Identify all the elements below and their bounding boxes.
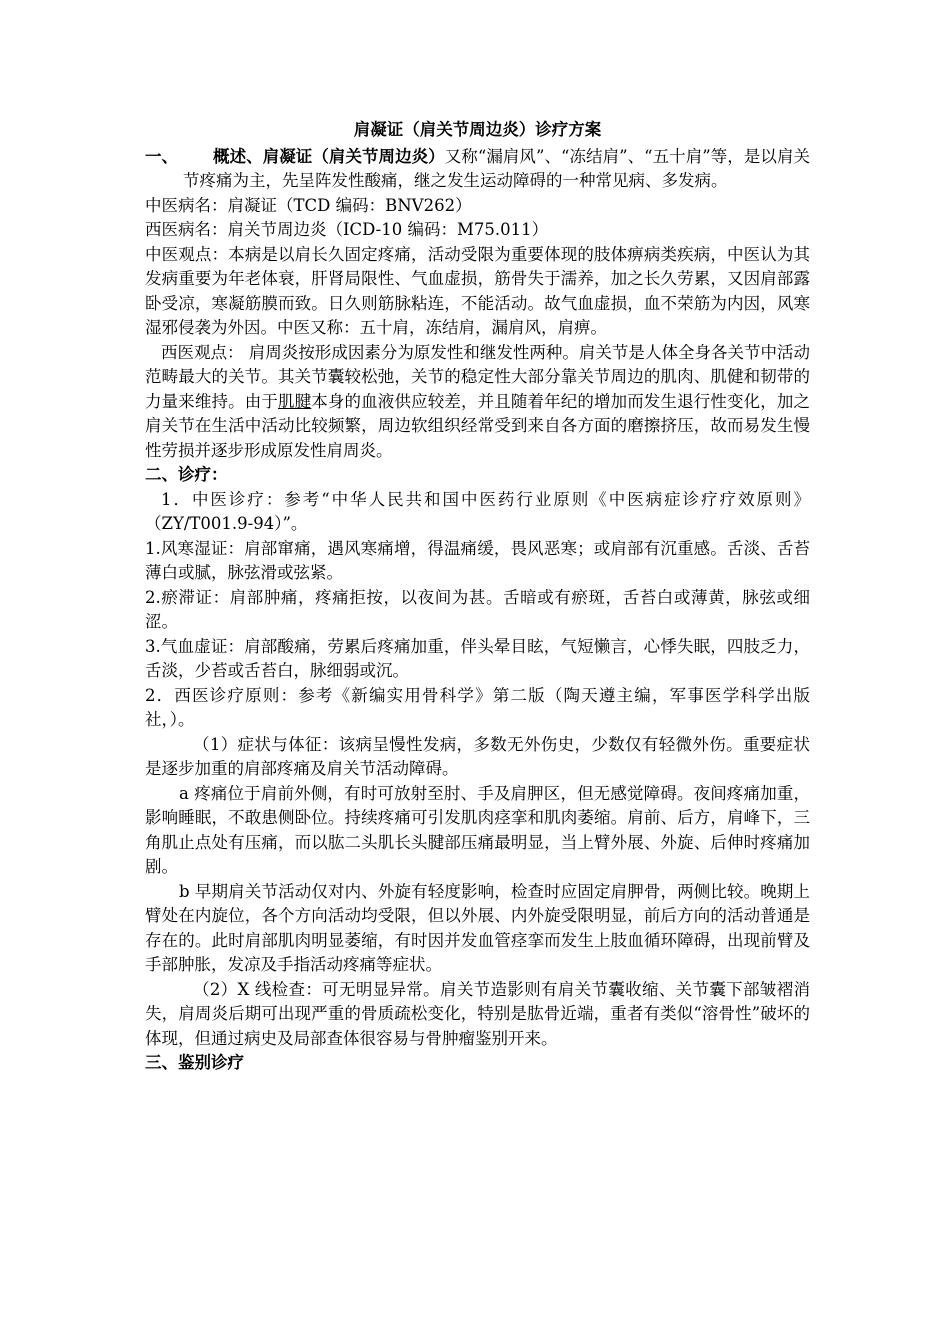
point-b-paragraph: b 早期肩关节活动仅对内、外旋有轻度影响，检查时应固定肩胛骨，两侧比较。晚期上臂处在内旋位，各个方向活动均受限，但以外展、内外旋受限明显，前后方向的活动普通是存在的。此时肩部肌肉明显萎缩，有时因并发血管痉挛而发生上肢血循环障碍，出现前臂及手部肿胀，发凉及手指活动疼痛等症状。 — [145, 881, 810, 974]
section-1-number: 一、 — [145, 146, 178, 166]
syndrome-type-3-text: 肩部酸痛，劳累后疼痛加重，伴头晕目眩，气短懒言，心悸失眠，四肢乏力，舌淡，少苔或舌苔白，脉细弱或沉。 — [145, 636, 811, 680]
western-view-paragraph — [145, 341, 810, 464]
section-2-heading: 二、诊疗： — [145, 465, 228, 484]
syndrome-type-3-label: 3.气血虚证： — [145, 636, 245, 656]
western-view-underlined-term: 肌腱 — [278, 391, 312, 411]
syndrome-type-2-label: 2.瘀滞证： — [145, 587, 230, 607]
point-a-paragraph: a 疼痛位于肩前外侧，有时可放射至肘、手及肩胛区，但无感觉障碍。夜间疼痛加重，影响睡眠，不敢患侧卧位。持续疼痛可引发肌肉痉挛和肌肉萎缩。肩前、后方，肩峰下，三角肌止点处有压痛，而以肱二头肌长头腱部压痛最明显，当上臂外展、外旋、后伸时疼痛加剧。 — [145, 783, 810, 876]
western-disease-name: 西医病名：肩关节周边炎（ICD-10 编码：M75.011） — [145, 220, 549, 239]
syndrome-type-3 — [145, 635, 810, 684]
syndrome-type-1 — [145, 537, 810, 586]
western-diagnosis-paragraph: 2．西医诊疗原则：参考《新编实用骨科学》第二版（陶天遵主编，军事医学科学出版社，）。 — [145, 685, 810, 729]
tcm-view-paragraph: 中医观点：本病是以肩长久固定疼痛，活动受限为重要体现的肢体痹病类疾病，中医认为其发病重要为年老体衰，肝肾局限性、气血虚损，筋骨失于濡养，加之长久劳累，又因肩部露卧受凉，寒凝筋膜而致。日久则筋脉粘连，不能活动。故气血虚损，血不荣筋为内因，风寒湿邪侵袭为外因。中医又称：五十肩，冻结肩，漏肩风，肩痹。 — [145, 244, 810, 337]
syndrome-type-1-text: 肩部窜痛，遇风寒痛增，得温痛缓，畏风恶寒；或肩部有沉重感。舌淡、舌苔薄白或腻，脉弦滑或弦紧。 — [145, 538, 811, 582]
section-1-text: 又称“漏肩风”、“冻结肩”、“五十肩”等，是以肩关节疼痛为主，先呈阵发性酸痛，继之发生运动障碍的一种常见病、多发病。 — [183, 146, 811, 190]
document-body — [145, 118, 810, 1076]
xray-paragraph: （2）X 线检查：可无明显异常。肩关节造影则有肩关节囊收缩、关节囊下部皱褶消失，肩周炎后期可出现严重的骨质疏松变化，特别是肱骨近端，重者有类似“溶骨性”破坏的体现，但通过病史及局部查体很容易与骨肿瘤鉴别开来。 — [145, 979, 810, 1048]
tcm-disease-name: 中医病名：肩凝证（TCD 编码：BNV262） — [145, 195, 472, 215]
section-1-paragraph — [145, 145, 810, 194]
syndrome-type-2 — [145, 586, 810, 635]
western-view-text-2: 本身的血液供应较差，并且随着年纪的增加而发生退行性变化，加之肩关节在生活中活动比较频繁，周边软组织经常受到来自各方面的磨擦挤压，故而易发生慢性劳损并逐步形成原发性肩周炎。 — [145, 391, 811, 460]
section-3-heading: 三、鉴别诊疗 — [145, 1053, 244, 1072]
document-title: 肩凝证（肩关节周边炎）诊疗方案 — [353, 120, 602, 139]
syndrome-type-1-label: 1.风寒湿证： — [145, 538, 245, 558]
section-1-heading: 概述、肩凝证（肩关节周边炎） — [213, 146, 445, 166]
tcm-diagnosis-paragraph: 1．中医诊疗：参考“中华人民共和国中医药行业原则《中医病症诊疗疗效原则》（ZY/T001.9-94）”。 — [145, 489, 810, 533]
western-view-text-1: 西医观点： 肩周炎按形成因素分为原发性和继发性两种。肩关节是人体全身各关节中活动范畴最大的关节。其关节囊较松弛，关节的稳定性大部分靠关节周边的肌肉、肌健和韧带的力量来维持。由于 — [145, 342, 810, 411]
syndrome-type-2-text: 肩部肿痛，疼痛拒按，以夜间为甚。舌暗或有瘀斑，舌苔白或薄黄，脉弦或细涩。 — [145, 587, 810, 631]
symptoms-paragraph: （1）症状与体征：该病呈慢性发病，多数无外伤史，少数仅有轻微外伤。重要症状是逐步加重的肩部疼痛及肩关节活动障碍。 — [145, 734, 810, 778]
